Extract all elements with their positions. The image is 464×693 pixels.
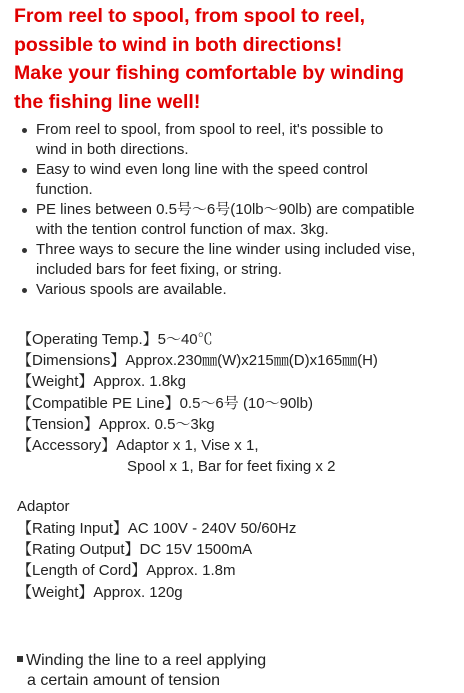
feature-text: From reel to spool, from spool to reel, it's possible to: [36, 121, 384, 138]
headline-line: possible to wind in both directions!: [14, 33, 343, 56]
spec-accessory-continued: Spool x 1, Bar for feet fixing x 2: [127, 458, 336, 476]
feature-text: included bars for feet fixing, or string.: [36, 261, 282, 278]
feature-item: [20, 280, 456, 300]
section-title-line1: Winding the line to a reel applying: [26, 652, 267, 669]
adaptor-weight: 【Weight】Approx. 120g: [17, 583, 183, 601]
headline-line: the fishing line well!: [14, 90, 201, 113]
square-bullet-icon: [17, 656, 23, 662]
adaptor-spec-list: [17, 518, 296, 603]
spec-list: [17, 329, 378, 477]
feature-item: [20, 240, 456, 280]
feature-text: with the tention control function of max. 3kg.: [36, 221, 329, 238]
section-title-line2: a certain amount of tension: [27, 672, 221, 689]
spec-tension: 【Tension】Approx. 0.5～3kg: [17, 415, 215, 433]
feature-text: Three ways to secure the line winder using included vise,: [36, 241, 416, 258]
feature-text: function.: [36, 181, 93, 198]
spec-accessory: 【Accessory】Adaptor x 1, Vise x 1,: [17, 437, 259, 455]
section-heading-line: [17, 651, 266, 671]
feature-list: [20, 120, 456, 300]
feature-item: [20, 200, 456, 240]
headline-line: From reel to spool, from spool to reel,: [14, 5, 366, 27]
feature-text: Various spools are available.: [36, 281, 227, 298]
feature-text: PE lines between 0.5号～6号(10lb～90lb) are compatible: [36, 201, 415, 218]
section-heading: [17, 651, 266, 691]
feature-text: Easy to wind even long line with the speed control: [36, 161, 368, 178]
headline-line: Make your fishing comfortable by winding: [14, 62, 405, 84]
spec-dimensions: 【Dimensions】Approx.230㎜(W)x215㎜(D)x165㎜(H): [17, 352, 378, 370]
adaptor-rating-input: 【Rating Input】AC 100V - 240V 50/60Hz: [17, 520, 297, 537]
spec-compatible-pe-line: 【Compatible PE Line】0.5～6号 (10～90lb): [17, 394, 313, 412]
feature-item: [20, 120, 456, 160]
spec-weight: 【Weight】Approx. 1.8kg: [17, 373, 186, 391]
spec-operating-temp: 【Operating Temp.】5～40℃: [17, 331, 213, 348]
adaptor-title: Adaptor: [17, 498, 70, 515]
feature-item: [20, 160, 456, 200]
headline: [14, 2, 460, 116]
feature-text: wind in both directions.: [36, 141, 189, 158]
adaptor-rating-output: 【Rating Output】DC 15V 1500mA: [17, 541, 253, 559]
adaptor-cord-length: 【Length of Cord】Approx. 1.8m: [17, 562, 236, 580]
